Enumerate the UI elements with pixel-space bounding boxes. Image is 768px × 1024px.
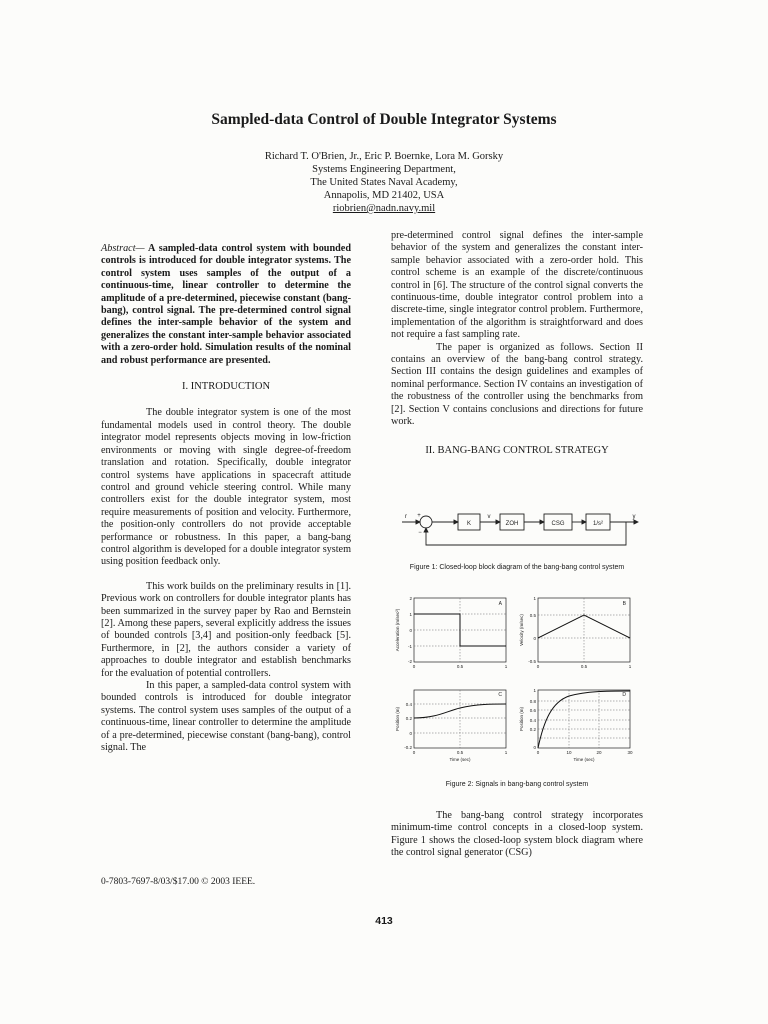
panel-c-ytick: 0 <box>409 731 412 736</box>
author-address: Annapolis, MD 21402, USA <box>323 190 445 201</box>
author-block <box>0 150 768 215</box>
panel-d-ytick: 1 <box>533 688 536 693</box>
abstract-label: Abstract— <box>101 243 145 254</box>
panel-b-ylabel: Velocity (m/sec) <box>519 614 524 646</box>
figure2-caption: Figure 2: Signals in bang-bang control system <box>445 781 589 788</box>
author-names: Richard T. O'Brien, Jr., Eric P. Boernke, Lora M. Gorsky <box>264 151 504 162</box>
block-csg-label: CSG <box>551 521 565 527</box>
panel-b-xtick: 0.5 <box>580 664 588 669</box>
panel-d-xtick: 0 <box>536 750 540 755</box>
author-email-link[interactable]: riobrien@nadn.navy.mil <box>332 203 436 214</box>
right-paragraph-2: The paper is organized as follows. Section II contains an overview of the bang-bang control strategy. Section III contains the design guidelines and examples of nominal performance. Section IV contains an investigation of the robustness of the controller using the benchmarks from [2]. Section V contains conclusions and directions for future work. <box>391 341 643 428</box>
page-number: 413 <box>375 915 393 927</box>
panel-a-ylabel: Acceleration (m/sec²) <box>395 608 400 652</box>
author-institution: The United States Naval Academy, <box>310 177 458 188</box>
panel-c-ytick: 0.4 <box>405 702 412 707</box>
panel-a-ytick: -1 <box>407 644 412 649</box>
panel-d-letter: D <box>622 692 626 698</box>
right-column <box>391 230 643 471</box>
left-column <box>101 243 351 754</box>
intro-paragraph-1: The double integrator system is one of the most fundamental models used in control theory. The double integrator model represents objects moving in low-friction environments or moving with single degree-of-freedom translation and rotation. Specifically, double integrator control systems have applications in spacecraft attitude control and ground vehicle steering control. While many controllers exist for the double integrator system, most require measurements of position and velocity. Furthermore, the position-only controllers do not provide acceptable performance or robustness. In this paper, a bang-bang control algorithm is developed for a double integrator system using position feedback only. <box>101 407 351 568</box>
section-heading-introduction: I. INTRODUCTION <box>181 381 271 393</box>
panel-d-xlabel: Time (sec) <box>573 757 595 762</box>
author-department: Systems Engineering Department, <box>312 164 456 175</box>
panel-d-ytick: 0.2 <box>529 727 536 732</box>
panel-d-curve <box>538 691 630 748</box>
panel-c-xtick: 0 <box>412 750 416 755</box>
panel-d-ylabel: Position (m) <box>519 706 524 732</box>
panel-d-frame <box>538 690 630 748</box>
copyright-notice: 0-7803-7697-8/03/$17.00 © 2003 IEEE. <box>101 877 256 887</box>
section-heading-bang-bang: II. BANG-BANG CONTROL STRATEGY <box>425 444 609 456</box>
panel-b-letter: B <box>622 601 626 607</box>
panel-d-xtick: 20 <box>596 750 602 755</box>
panel-a-ytick: -2 <box>407 659 412 664</box>
panel-a-letter: A <box>498 601 502 607</box>
intro-paragraph-3: In this paper, a sampled-data control system with bounded controls is introduced for double integrator systems. The control system uses samples of the output of a continuous-time, linear controller to determine the amplitude of a pre-determined, piecewise constant (bang-bang), control signal. The <box>101 680 351 754</box>
panel-d-xtick: 10 <box>566 750 572 755</box>
right-paragraph-3: The bang-bang control strategy incorporates minimum-time control concepts in a closed-loop system. Figure 1 shows the closed-loop system block diagram where the control signal generator (CSG) <box>391 810 643 859</box>
panel-c-letter: C <box>498 692 502 698</box>
panel-c-ytick: 0.2 <box>405 716 412 721</box>
panel-a-xtick: 0 <box>412 664 416 669</box>
panel-c-xtick: 0.5 <box>456 750 464 755</box>
panel-b-ytick: 1 <box>533 596 536 601</box>
right-paragraph-1: pre-determined control signal defines the inter-sample behavior of the system and generalizes the constant inter-sample behavior associated with a zero-order hold. This control scheme is an example of the discrete/continuous control in [6]. The structure of the control signal converts the continuous-time, double integrator control problem into a discrete-time, single integrator control problem. Furthermore, implementation of the algorithm is straightforward and does not require a fast sampling rate. <box>391 230 643 341</box>
signal-v-label: v <box>487 514 491 520</box>
panel-c-ytick: -0.2 <box>404 745 412 750</box>
panel-b-ytick: -0.5 <box>528 659 536 664</box>
signal-r-label: r <box>405 514 407 520</box>
panel-b-ytick: 0 <box>533 636 536 641</box>
panel-a-ytick: 0 <box>409 628 412 633</box>
abstract <box>101 243 351 367</box>
figure1-block-diagram <box>398 505 648 560</box>
right-column-continued <box>391 810 643 860</box>
abstract-text: A sampled-data control system with bounded controls is introduced for double integrator systems. The control system uses samples of the output of a continuous-time, linear controller to determine the amplitude of a pre-determined, piecewise constant (bang-bang), control signal. The pre-determined control signal defines the inter-sample behavior of the system and generalizes the constant inter-sample behavior associated with a zero-order hold. Simulation results of the nominal and robust performance are presented. <box>101 243 351 366</box>
block-k-label: K <box>466 521 472 527</box>
panel-d-xtick: 30 <box>627 750 633 755</box>
signal-y-label: y <box>632 514 636 520</box>
intro-paragraph-2: This work builds on the preliminary results in [1]. Previous work on controllers for double integrator plants has been summarized in the survey paper by Rao and Bernstein [2]. Among these papers, several explicitly address the issues of bounded controls [3,4] and position-only feedback [5]. Furthermore, in [2], the authors consider a variety of approaches to double integrator and establish benchmarks for the evaluation of potential controllers. <box>101 580 351 679</box>
figure2-plots <box>392 590 637 770</box>
panel-c-ylabel: Position (m) <box>395 706 400 732</box>
panel-b-xtick: 1 <box>628 664 632 669</box>
panel-a-xtick: 1 <box>504 664 508 669</box>
panel-d-ytick: 0.8 <box>529 699 536 704</box>
paper-title: Sampled-data Control of Double Integrator Systems <box>211 111 557 128</box>
panel-a-ytick: 2 <box>409 596 412 601</box>
summing-plus-label: + <box>417 513 421 519</box>
panel-c-xlabel: Time (sec) <box>449 757 471 762</box>
panel-c-xtick: 1 <box>504 750 508 755</box>
figure1-caption: Figure 1: Closed-loop block diagram of the bang-bang control system <box>409 564 625 571</box>
panel-d-ytick: 0 <box>533 745 536 750</box>
panel-b-ytick: 0.5 <box>529 613 536 618</box>
summing-minus-label: − <box>418 530 422 536</box>
block-plant-label: 1/s² <box>592 521 604 527</box>
block-zoh-label: ZOH <box>505 521 519 527</box>
panel-d-ytick: 0.4 <box>529 718 536 723</box>
panel-b-xtick: 0 <box>536 664 540 669</box>
panel-a-xtick: 0.5 <box>456 664 464 669</box>
panel-d-ytick: 0.6 <box>529 708 536 713</box>
panel-a-ytick: 1 <box>409 612 412 617</box>
